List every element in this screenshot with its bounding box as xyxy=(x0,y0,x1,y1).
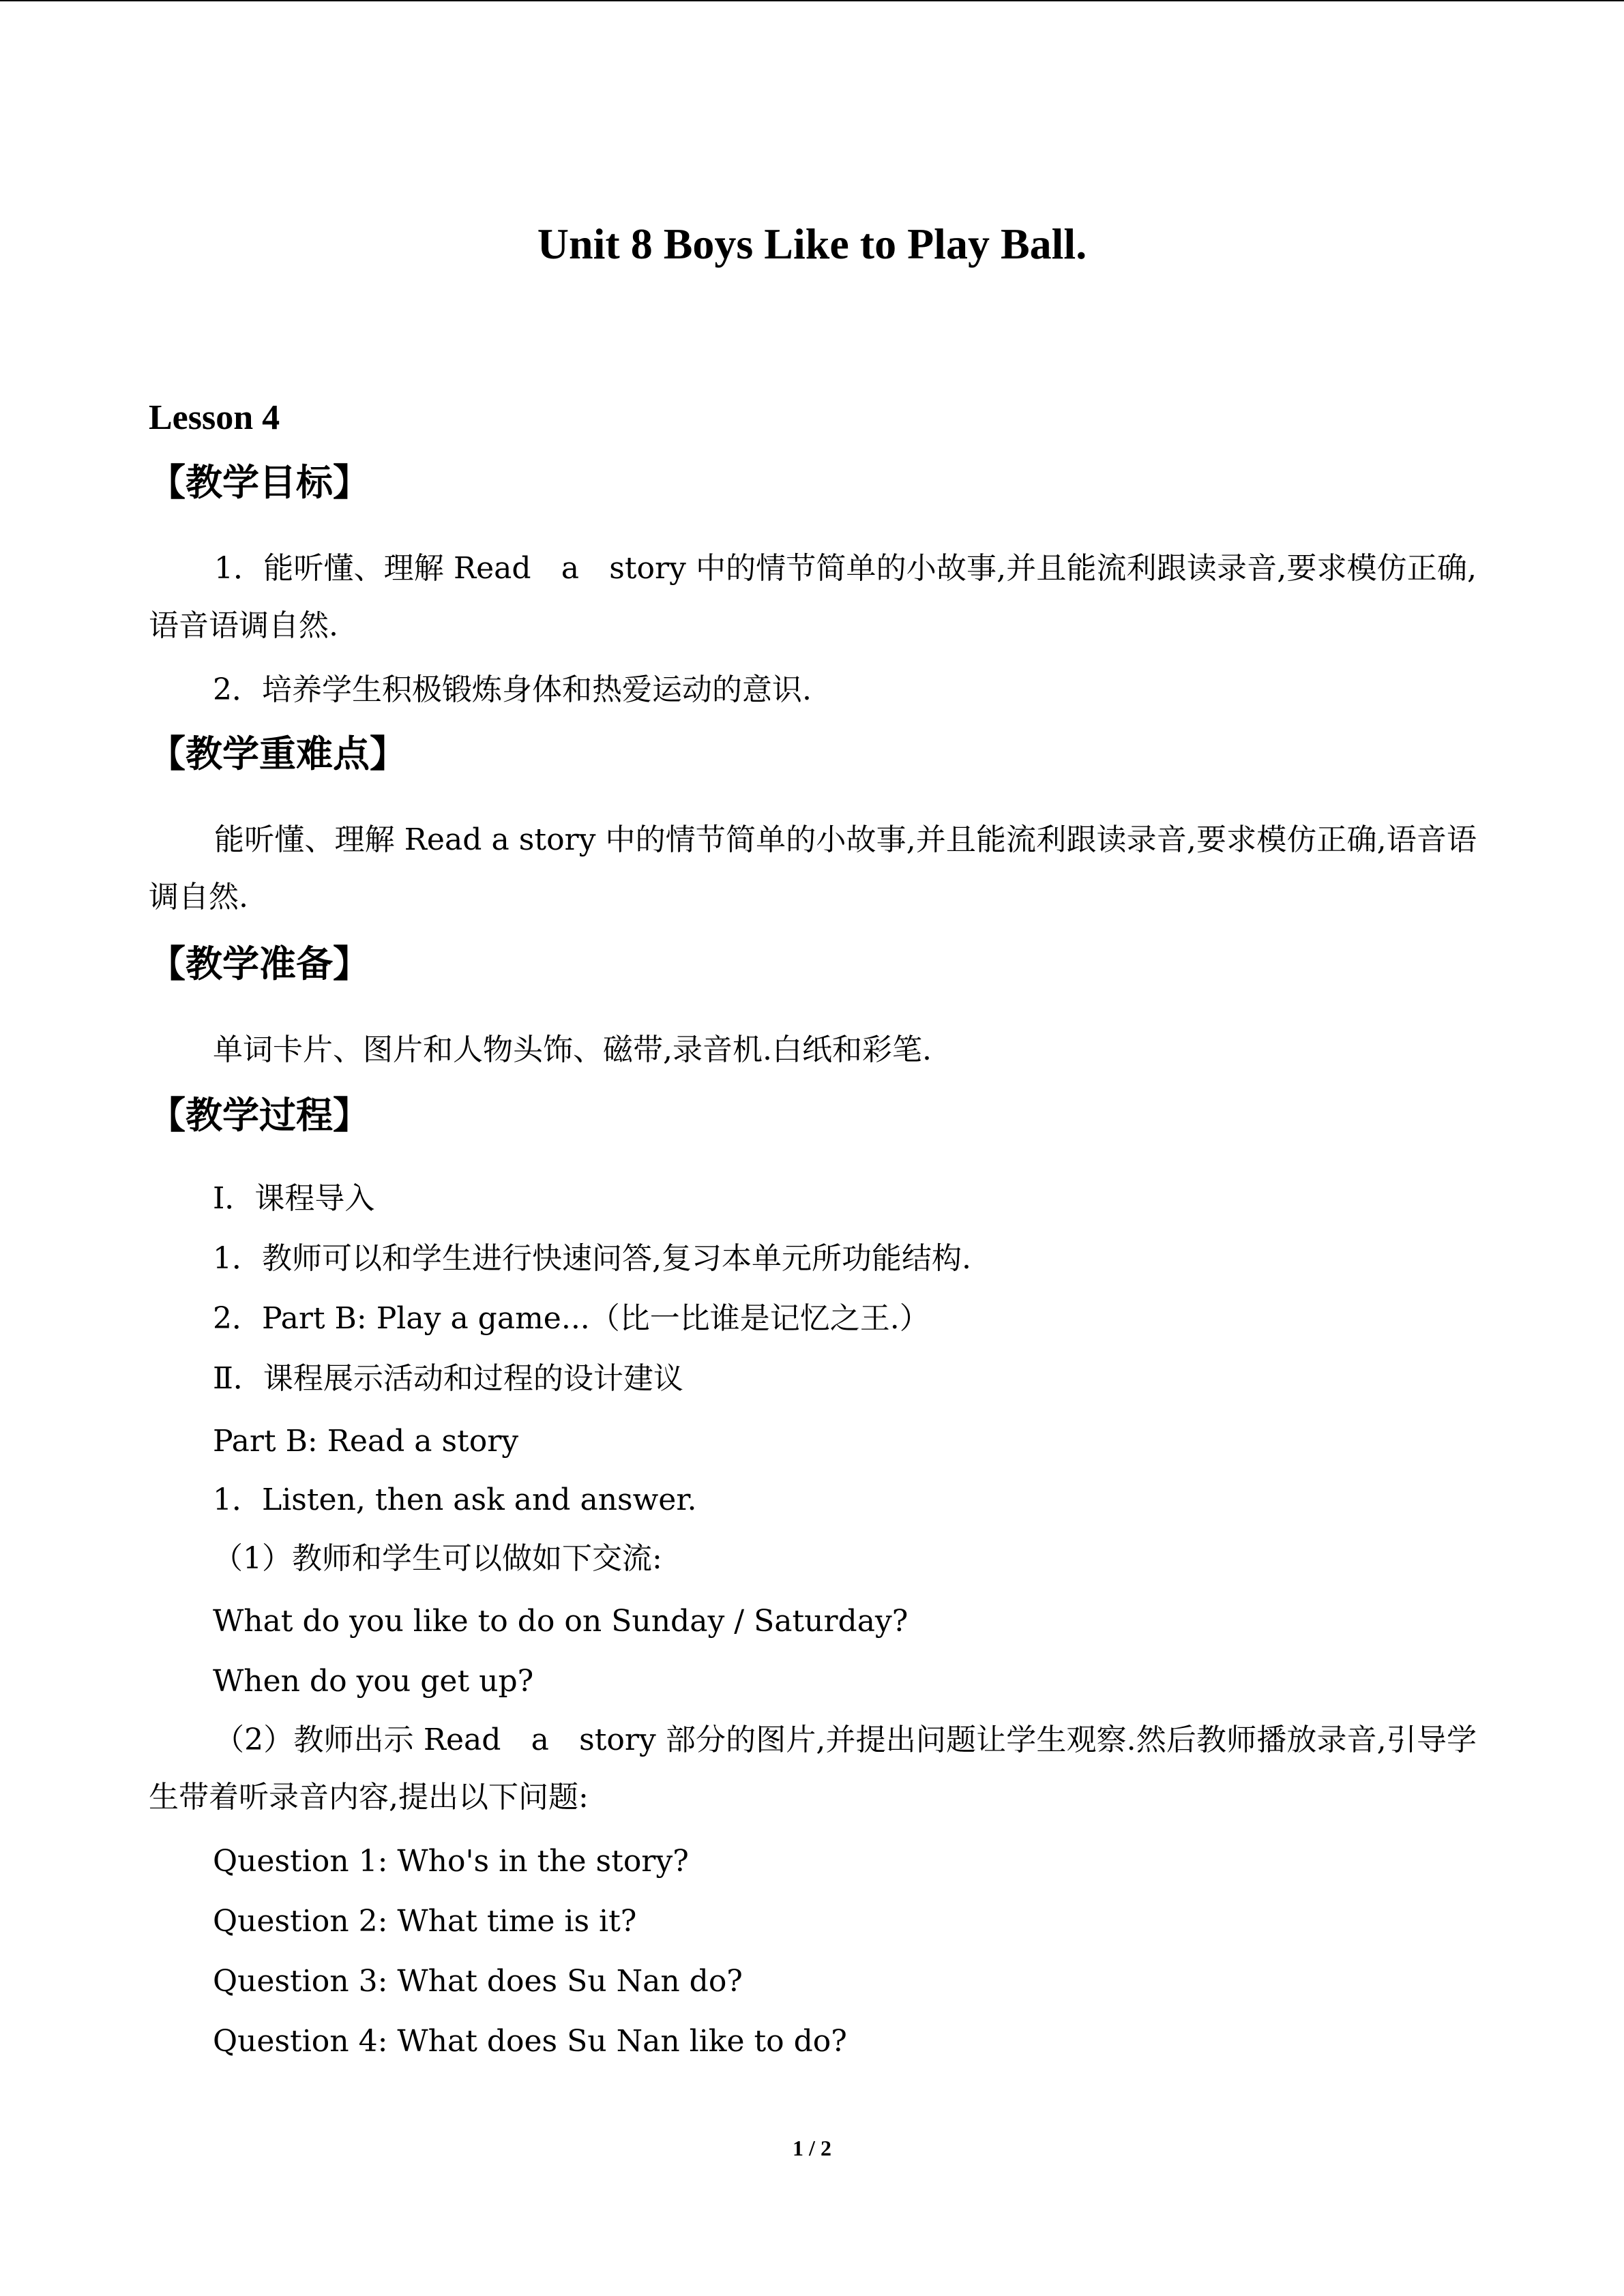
process-line: （1）教师和学生可以做如下交流: xyxy=(213,1541,662,1576)
preparation-text: 单词卡片、图片和人物头饰、磁带,录音机.白纸和彩笔. xyxy=(213,1032,932,1067)
process-line: Part B: Read a story xyxy=(213,1424,519,1459)
question-line: Question 4: What does Su Nan like to do? xyxy=(213,2024,847,2059)
question-line: Question 2: What time is it? xyxy=(213,1904,637,1939)
question-line: Question 3: What does Su Nan do? xyxy=(213,1964,743,1999)
question-line: Question 1: Who's in the story? xyxy=(213,1844,689,1879)
top-border-line xyxy=(0,0,1624,1)
process-paragraph: （2）教师出示 Read a story 部分的图片,并提出问题让学生观察.然后教师播放录音,引导学生带着听录音内容,提出以下问题: xyxy=(149,1723,1477,1815)
process-line: Ⅰ．课程导入 xyxy=(213,1181,375,1216)
page-indicator: 1 / 2 xyxy=(793,2136,831,2160)
process-line: 2．Part B: Play a game...（比一比谁是记忆之王.） xyxy=(213,1301,930,1336)
section-heading-process: 【教学过程】 xyxy=(149,1094,370,1137)
process-line: 1．教师可以和学生进行快速问答,复习本单元所功能结构. xyxy=(213,1241,971,1276)
key-points-text: 能听懂、理解 Read a story 中的情节简单的小故事,并且能流利跟读录音,要求模仿正确,语音语调自然. xyxy=(149,822,1477,914)
objective-item: 2．培养学生积极锻炼身体和热爱运动的意识. xyxy=(213,672,812,707)
process-line: Ⅱ．课程展示活动和过程的设计建议 xyxy=(213,1361,683,1396)
objective-item: 1．能听懂、理解 Read a story 中的情节简单的小故事,并且能流利跟读录音,要求模仿正确,语音语调自然. xyxy=(149,551,1477,643)
process-line: What do you like to do on Sunday / Saturday? xyxy=(213,1604,909,1639)
lesson-label: Lesson 4 xyxy=(149,398,280,437)
section-heading-key-points: 【教学重难点】 xyxy=(149,732,407,775)
process-line: When do you get up? xyxy=(213,1664,534,1699)
section-heading-objectives: 【教学目标】 xyxy=(149,461,370,504)
process-line: 1．Listen, then ask and answer. xyxy=(213,1482,697,1517)
section-heading-preparation: 【教学准备】 xyxy=(149,942,370,985)
document-title: Unit 8 Boys Like to Play Ball. xyxy=(537,220,1087,268)
